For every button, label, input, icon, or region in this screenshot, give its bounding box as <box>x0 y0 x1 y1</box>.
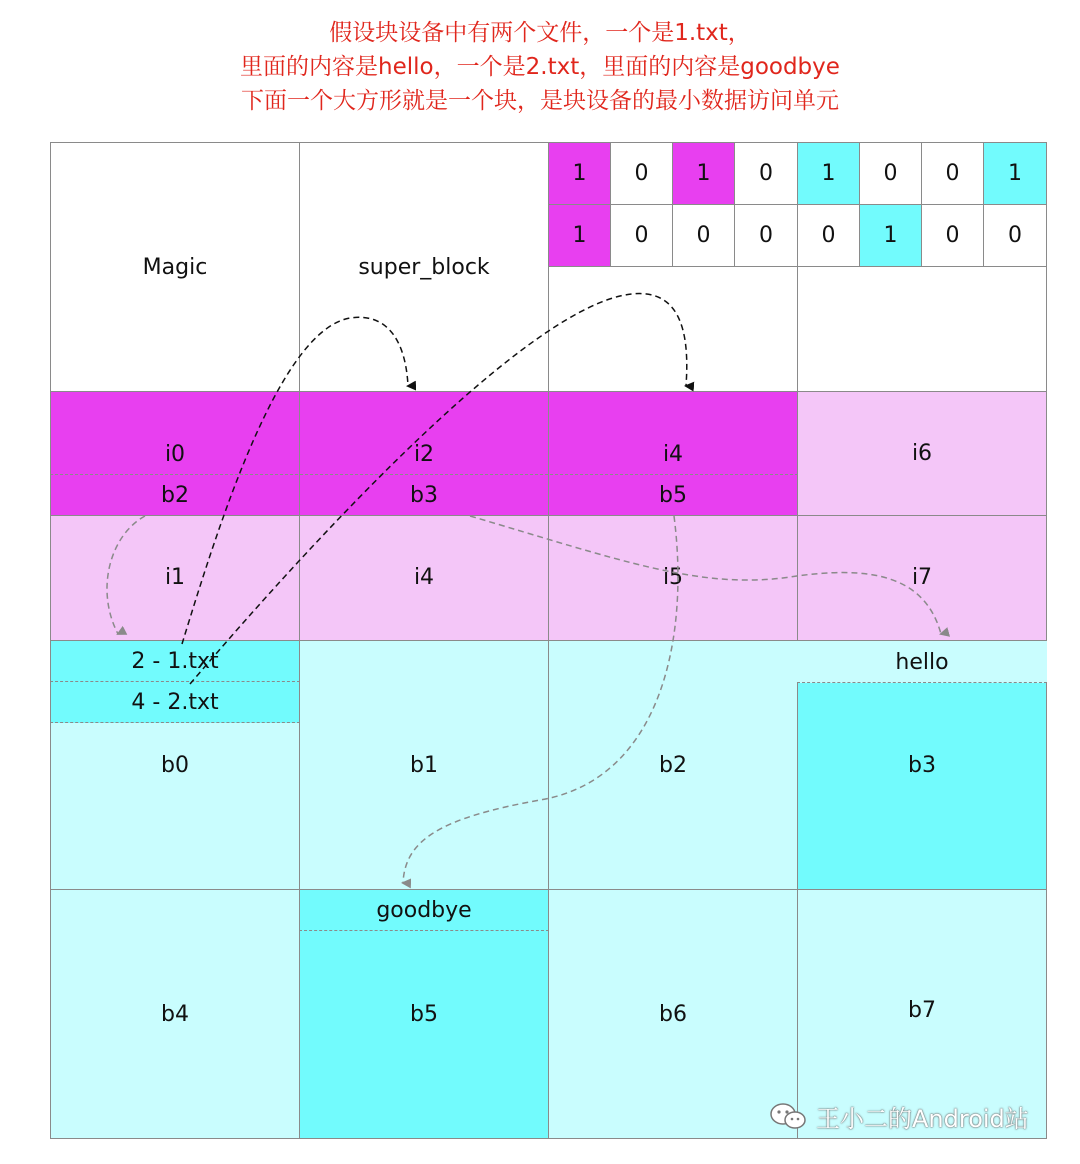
bitmap-cell: 1 <box>548 204 611 267</box>
bitmap-cell: 0 <box>672 204 735 267</box>
watermark-text: 王小二的Android站 <box>816 1104 1029 1133</box>
bitmap-cell: 1 <box>672 142 735 205</box>
dir-entry-2txt: 4 - 2.txt <box>131 690 219 715</box>
inode-i0-ptr: b2 <box>161 482 189 508</box>
inode-i4: i4 <box>662 441 684 467</box>
title-line-1: 假设块设备中有两个文件，一个是1.txt， <box>329 20 751 46</box>
bitmap-cell: 1 <box>983 142 1047 205</box>
bitmap-cell: 0 <box>610 204 673 267</box>
bitmap-cell: 0 <box>610 142 673 205</box>
bitmap-cell: 0 <box>859 142 922 205</box>
arrow-i0-to-b0 <box>107 516 145 634</box>
inode-i1: i1 <box>164 565 186 590</box>
inode-i6: i6 <box>911 440 933 466</box>
title-line-3: 下面一个大方形就是一个块，是块设备的最小数据访问单元 <box>241 88 839 114</box>
file-content-goodbye: goodbye <box>300 890 548 931</box>
title-line-2: 里面的内容是hello，一个是2.txt，里面的内容是goodbye <box>240 54 840 80</box>
inode-i7: i7 <box>911 565 933 590</box>
bitmap-cell: 0 <box>921 142 984 205</box>
arrow-i4-to-b5 <box>403 516 678 883</box>
block-label-b7: b7 <box>908 997 936 1023</box>
inode-i0: i0 <box>164 441 186 467</box>
bitmap-cell: 0 <box>797 204 860 267</box>
block-label-b4: b4 <box>161 1001 189 1027</box>
bitmap-cell: 0 <box>983 204 1047 267</box>
bitmap-cell: 1 <box>797 142 860 205</box>
inode-i5: i5 <box>662 565 684 590</box>
watermark <box>768 1096 1029 1136</box>
bitmap-cell: 0 <box>734 204 798 267</box>
magic-label: Magic <box>142 254 208 280</box>
file-content-hello: hello <box>797 641 1047 683</box>
super-block-label: super_block <box>358 254 490 280</box>
block-label-b0: b0 <box>161 752 189 778</box>
block-label-b2: b2 <box>659 752 687 778</box>
dir-entry-1txt: 2 - 1.txt <box>131 649 219 674</box>
inode-i2-ptr: b3 <box>410 482 438 508</box>
arrow-1txt-to-i2 <box>182 317 408 644</box>
block-label-b5: b5 <box>410 1001 438 1027</box>
wechat-icon <box>768 1101 808 1131</box>
inode-i4-ptr: b5 <box>659 482 687 508</box>
bitmap-cell: 1 <box>548 142 611 205</box>
bitmap-cell: 1 <box>859 204 922 267</box>
inode-i4-free: i4 <box>413 565 435 590</box>
bitmap-cell: 0 <box>921 204 984 267</box>
inode-i2: i2 <box>413 441 435 467</box>
arrow-i2-to-b3 <box>470 516 941 634</box>
block-label-b1: b1 <box>410 752 438 778</box>
block-label-b3: b3 <box>908 752 936 778</box>
block-label-b6: b6 <box>659 1001 687 1027</box>
bitmap-cell: 0 <box>734 142 798 205</box>
arrow-2txt-to-i4 <box>190 294 687 684</box>
